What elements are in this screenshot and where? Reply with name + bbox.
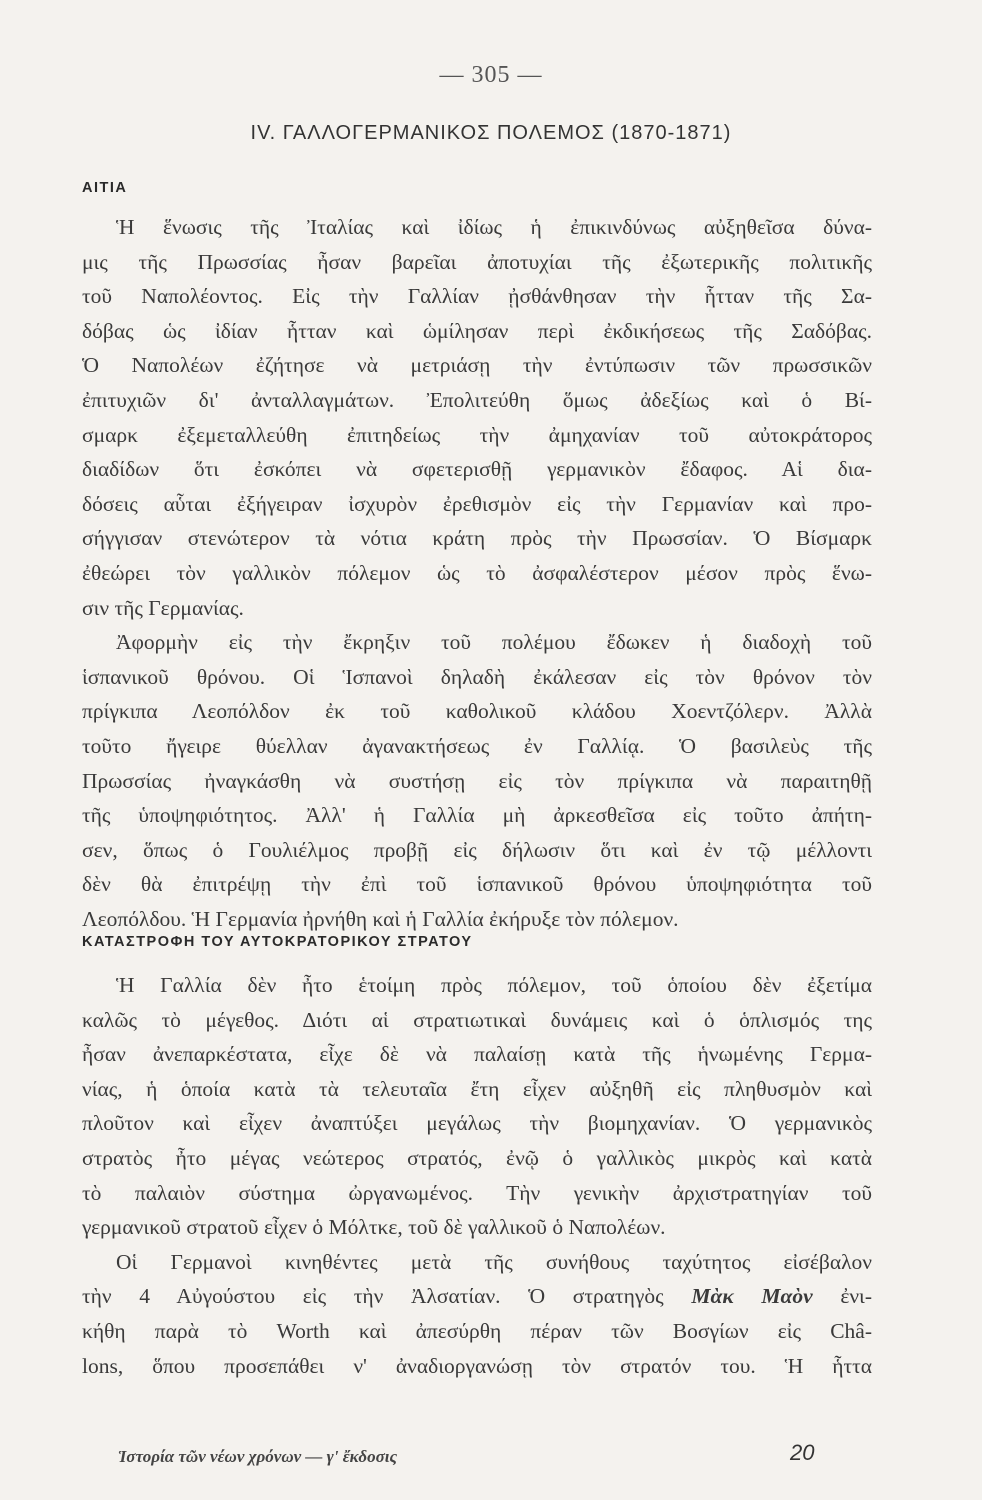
section-causes-body [82,210,872,936]
text-line: καλῶς τὸ μέγεθος. Διότι αἱ στρατιωτικαὶ δυνάμεις καὶ ὁ ὁπλισμός της [82,1007,872,1032]
text-line: πρίγκιπα Λεοπόλδον ἐκ τοῦ καθολικοῦ κλάδου Χοεντζόλερν. Ἀλλὰ [82,699,872,724]
paragraph-destruction-2 [82,1245,872,1383]
text-line: διαδίδων ὅτι ἐσκόπει νὰ σφετερισθῇ γερμανικὸν ἔδαφος. Αἱ δια- [82,457,872,482]
text-line: στρατὸς ἦτο μέγας νεώτερος στρατός, ἐνῷ ὁ γαλλικὸς μικρὸς καὶ κατὰ [82,1145,872,1170]
footer-book-title: Ἱστορία τῶν νέων χρόνων — γ' ἔκδοσις [118,1447,398,1466]
text-line: νίας, ἡ ὁποία κατὰ τὰ τελευταῖα ἔτη εἶχεν αὐξηθῆ εἰς πληθυσμὸν καὶ [82,1076,872,1101]
text-line: lons, ὅπου προσεπάθει ν' ἀναδιοργανώσῃ τὸν στρατόν του. Ἡ ἧττα [82,1353,872,1378]
text-line: σιν τῆς Γερμανίας. [82,595,244,620]
text-line-with-name [82,1279,872,1314]
text-line: τὸ παλαιὸν σύστημα ὠργανωμένος. Τὴν γενικὴν ἀρχιστρατηγίαν τοῦ [82,1180,872,1205]
section-heading-destruction: ΚΑΤΑΣΤΡΟΦΗ ΤΟΥ ΑΥΤΟΚΡΑΤΟΡΙΚΟΥ ΣΤΡΑΤΟΥ [82,934,473,950]
text-line: ἱσπανικοῦ θρόνου. Οἱ Ἱσπανοὶ δηλαδὴ ἐκάλεσαν εἰς τὸν θρόνον τὸν [82,664,872,689]
text-line: μις τῆς Πρωσσίας ἦσαν βαρεῖαι ἀποτυχίαι τῆς ἐξωτερικῆς πολιτικῆς [82,249,872,274]
text-line: τῆς ὑποψηφιότητος. Ἀλλ' ἡ Γαλλία μὴ ἀρκεσθεῖσα εἰς τοῦτο ἀπήτη- [82,803,872,828]
section-destruction-body [82,968,872,1383]
text-line: Πρωσσίας ἠναγκάσθη νὰ συστήσῃ εἰς τὸν πρίγκιπα νὰ παραιτηθῇ [82,768,872,793]
text-line: ἦσαν ἀνεπαρκέστατα, εἶχε δὲ νὰ παλαίσῃ κατὰ τῆς ἡνωμένης Γερμα- [82,1042,872,1067]
text-line: Ἡ Γαλλία δὲν ἦτο ἑτοίμη πρὸς πόλεμον, τοῦ ὁποίου δὲν ἐξετίμα [116,973,872,997]
chapter-title: IV. ΓΑΛΛΟΓΕΡΜΑΝΙΚΟΣ ΠΟΛΕΜΟΣ (1870-1871) [250,122,732,144]
page-number: — 305 — [439,62,543,88]
text-line: πλοῦτον καὶ εἶχεν ἀναπτύξει μεγάλως τὴν βιομηχανίαν. Ὁ γερμανικὸς [82,1111,872,1136]
text-line: Λεοπόλδου. Ἡ Γερμανία ἠρνήθη καὶ ἡ Γαλλία ἐκήρυξε τὸν πόλεμον. [82,906,679,931]
section-heading-causes: ΑΙΤΙΑ [82,180,128,196]
text-line: κήθη παρὰ τὸ Worth καὶ ἀπεσύρθη πέραν τῶν Βοσγίων εἰς Châ- [82,1318,872,1343]
paragraph-causes-1 [82,210,872,625]
text-line: ἐθεώρει τὸν γαλλικὸν πόλεμον ὡς τὸ ἀσφαλέστερον μέσον πρὸς ἕνω- [82,560,872,585]
text-line: σεν, ὅπως ὁ Γουλιέλμος προβῇ εἰς δήλωσιν ὅτι καὶ ἐν τῷ μέλλοντι [82,837,872,862]
text-line: τοῦτο ἤγειρε θύελλαν ἀγανακτήσεως ἐν Γαλλίᾳ. Ὁ βασιλεὺς τῆς [82,733,872,758]
text-line: δόβας ὡς ἰδίαν ἧτταν καὶ ὡμίλησαν περὶ ἐκδικήσεως τῆς Σαδόβας. [82,318,872,343]
text-line: δόσεις αὗται ἐξήγειραν ἰσχυρὸν ἐρεθισμὸν εἰς τὴν Γερμανίαν καὶ προ- [82,491,872,516]
text-line: Ἀφορμὴν εἰς τὴν ἔκρηξιν τοῦ πολέμου ἔδωκεν ἡ διαδοχὴ τοῦ [116,630,872,655]
text-line: δὲν θὰ ἐπιτρέψῃ τὴν ἐπὶ τοῦ ἱσπανικοῦ θρόνου ὑποψηφιότητα τοῦ [82,872,872,897]
text-line: Ἡ ἕνωσις τῆς Ἰταλίας καὶ ἰδίως ἡ ἐπικινδύνως αὐξηθεῖσα δύνα- [116,215,872,239]
text-fragment: ἐνι- [840,1284,872,1309]
text-line: Ὁ Ναπολέων ἐζήτησε νὰ μετριάσῃ τὴν ἐντύπωσιν τῶν πρωσσικῶν [82,353,872,378]
text-line: Οἱ Γερμανοὶ κινηθέντες μετὰ τῆς συνήθους ταχύτητος εἰσέβαλον [116,1249,872,1274]
text-line: σμαρκ ἐξεμεταλλεύθη ἐπιτηδείως τὴν ἀμηχανίαν τοῦ αὐτοκράτορος [82,422,872,447]
text-fragment: τὴν 4 Αὐγούστου εἰς τὴν Ἀλσατίαν. Ὁ στρατηγὸς [82,1284,664,1309]
text-line: ἐπιτυχιῶν δι' ἀνταλλαγμάτων. Ἐπολιτεύθη ὅμως ἀδεξίως καὶ ὁ Βί- [82,387,872,412]
text-line: σήγγισαν στενώτερον τὰ νότια κράτη πρὸς τὴν Πρωσσίαν. Ὁ Βίσμαρκ [82,526,872,551]
general-name: Μὰκ Μαὸν [691,1284,813,1309]
footer-signature: 20 [790,1440,815,1465]
text-line: τοῦ Ναπολέοντος. Εἰς τὴν Γαλλίαν ᾐσθάνθησαν τὴν ἧτταν τῆς Σα- [82,284,872,309]
text-line: γερμανικοῦ στρατοῦ εἶχεν ὁ Μόλτκε, τοῦ δὲ γαλλικοῦ ὁ Ναπολέων. [82,1215,666,1240]
paragraph-causes-2 [82,625,872,936]
paragraph-destruction-1 [82,968,872,1245]
